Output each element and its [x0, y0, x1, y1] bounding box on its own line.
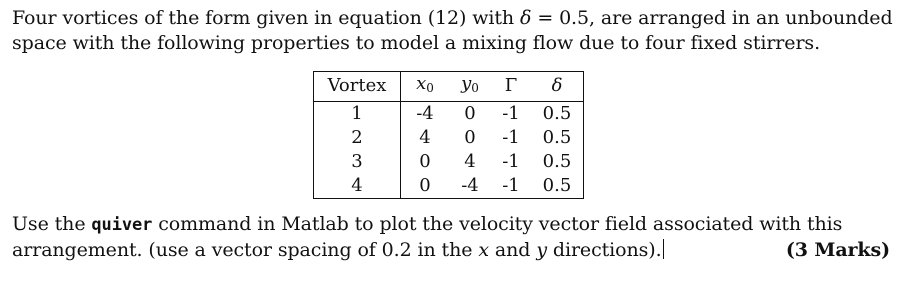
x-variable: x — [478, 239, 489, 261]
header-gamma-symbol: Γ — [504, 75, 518, 96]
vortex-table-container — [313, 71, 584, 199]
task-text-part-2: command in Matlab to plot the velocity vector field associated with this — [158, 213, 843, 235]
intro-paragraph — [12, 6, 893, 56]
cell-x0: -4 — [416, 103, 434, 124]
cell-y0: 0 — [464, 127, 476, 148]
header-y0 — [449, 72, 491, 102]
cell-y0: 4 — [464, 151, 476, 172]
cell-delta: 0.5 — [542, 175, 572, 196]
table-header-row — [314, 72, 584, 102]
intro-line-1 — [12, 6, 893, 31]
header-y0-subscript: 0 — [471, 81, 479, 95]
intro-text-part-1: Four vortices of the form given in equation (12) with — [12, 7, 515, 29]
y-variable: y — [536, 239, 547, 261]
task-text-and: and — [494, 239, 531, 261]
cell-vortex: 4 — [314, 174, 401, 199]
cell-vortex: 1 — [314, 102, 401, 127]
header-y0-symbol: y — [461, 73, 472, 94]
header-vortex: Vortex — [314, 72, 401, 102]
cell-gamma: -1 — [502, 151, 520, 172]
cell-delta: 0.5 — [542, 103, 572, 124]
header-delta-symbol: δ — [551, 75, 563, 96]
cell-x0: 0 — [419, 151, 431, 172]
cell-y0: -4 — [461, 175, 479, 196]
header-delta — [531, 72, 584, 102]
cell-delta: 0.5 — [542, 151, 572, 172]
task-text-part-4: directions). — [552, 239, 662, 261]
header-x0-symbol: x — [416, 73, 427, 94]
task-line-2 — [12, 238, 890, 263]
cell-vortex: 3 — [314, 150, 401, 174]
cell-x0: 0 — [419, 175, 431, 196]
delta-symbol: δ — [520, 7, 532, 29]
header-gamma — [491, 72, 531, 102]
text-cursor — [663, 239, 664, 259]
vortex-properties-table — [313, 71, 584, 199]
header-x0 — [401, 72, 450, 102]
task-line-1 — [12, 212, 890, 238]
cell-y0: 0 — [464, 103, 476, 124]
cell-x0: 4 — [419, 127, 431, 148]
intro-text-part-2: = 0.5, are arranged in an unbounded — [537, 7, 893, 29]
cell-vortex: 2 — [314, 126, 401, 150]
cell-gamma: -1 — [502, 103, 520, 124]
table-row — [314, 150, 584, 174]
task-line-2-text — [12, 238, 664, 263]
quiver-command: quiver — [91, 215, 153, 235]
task-text-part-1: Use the — [12, 213, 86, 235]
cell-gamma: -1 — [502, 175, 520, 196]
intro-line-2: space with the following properties to model a mixing flow due to four fixed stirrers. — [12, 32, 821, 54]
header-x0-subscript: 0 — [426, 81, 434, 95]
marks-label: (3 Marks) — [785, 239, 890, 261]
cell-delta: 0.5 — [542, 127, 572, 148]
table-row — [314, 102, 584, 127]
table-row — [314, 174, 584, 199]
task-text-part-3: arrangement. (use a vector spacing of 0.2 in the — [12, 239, 473, 261]
task-paragraph — [12, 212, 890, 263]
cell-gamma: -1 — [502, 127, 520, 148]
table-row — [314, 126, 584, 150]
